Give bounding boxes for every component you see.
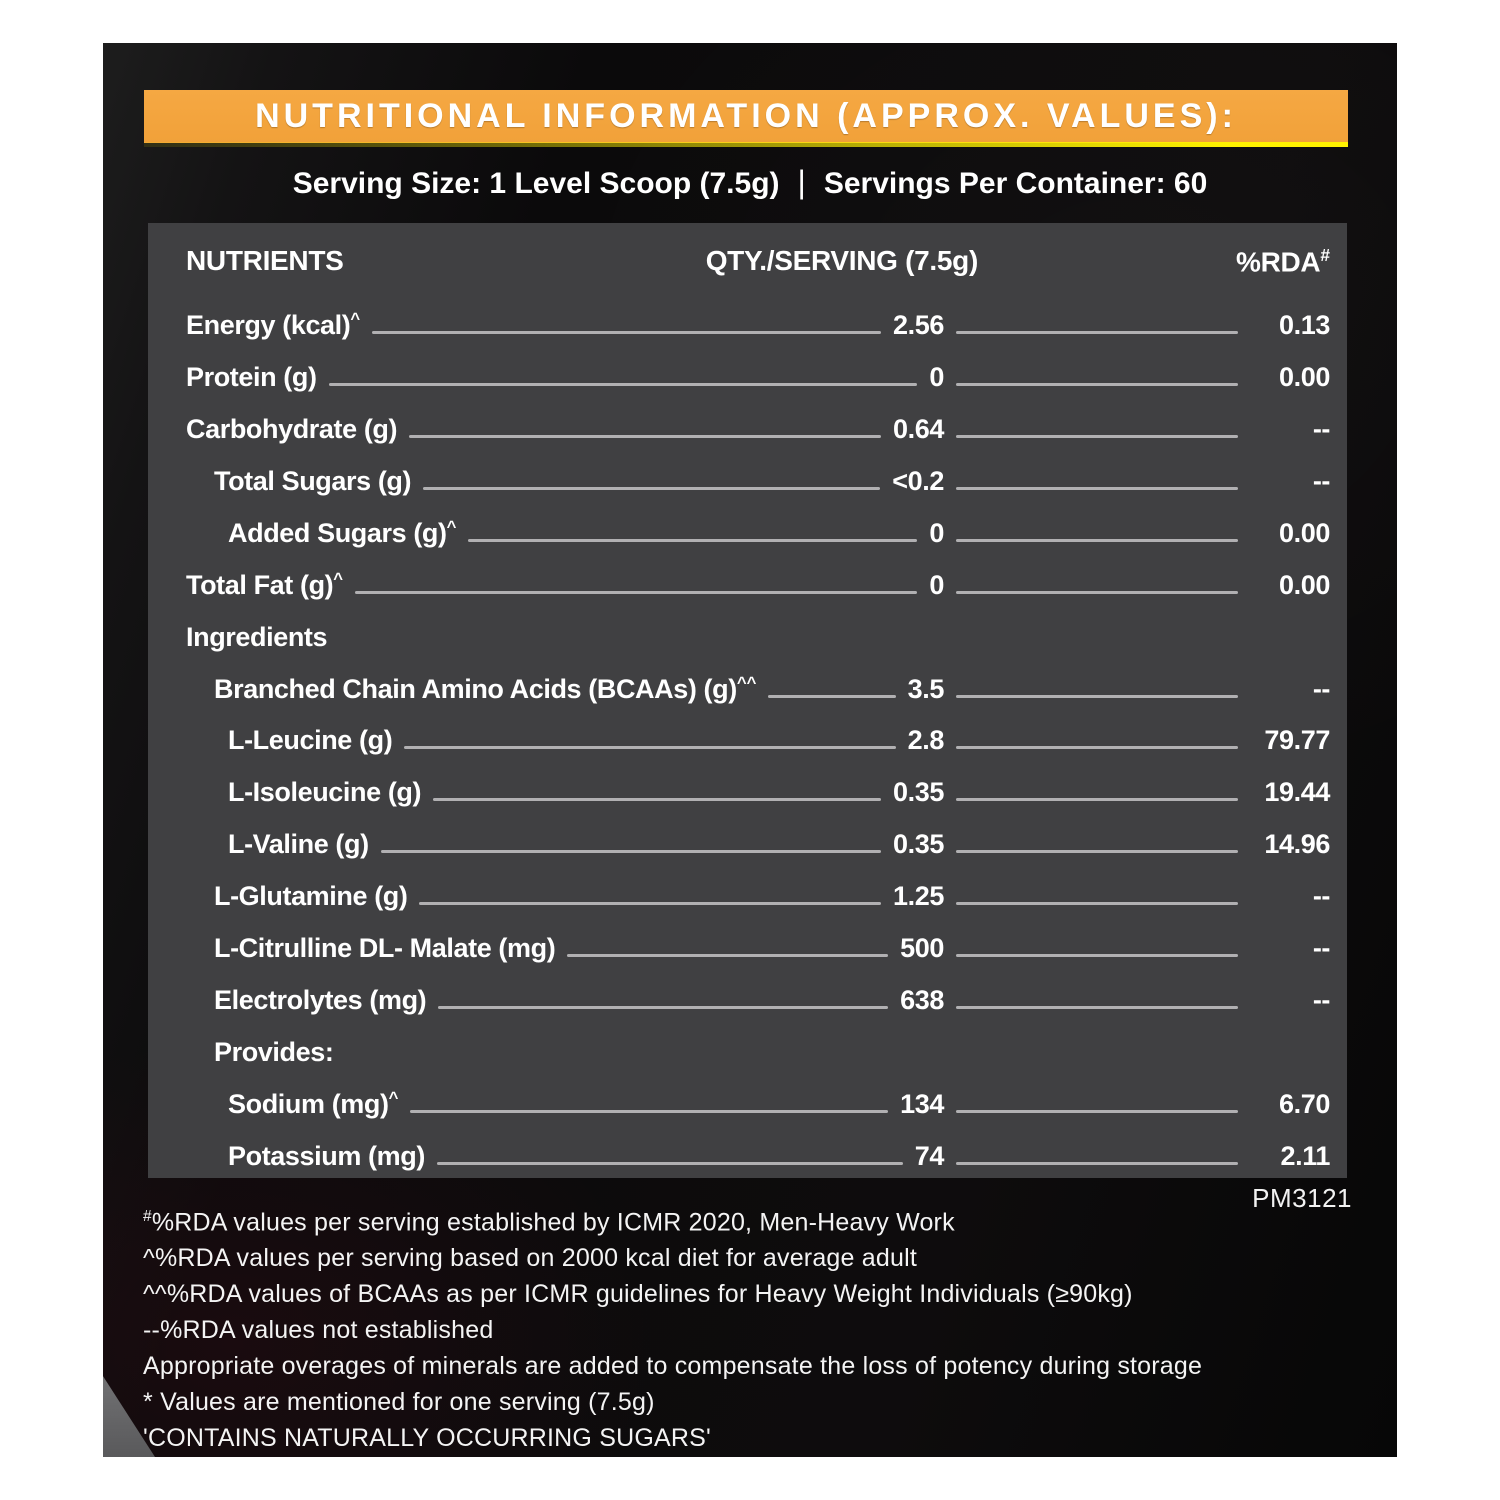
footnotes-block xyxy=(143,1199,1202,1456)
rda-value: 19.44 xyxy=(1264,777,1330,808)
nutrient-label: Protein (g) xyxy=(186,361,317,392)
leader-line xyxy=(372,331,881,334)
footnote-line xyxy=(143,1384,1202,1420)
nutrition-header-bar xyxy=(144,90,1348,143)
rda-value: 0.13 xyxy=(1279,309,1330,340)
product-code: PM3121 xyxy=(1252,1183,1352,1213)
table-row xyxy=(148,1126,1330,1178)
leader-line xyxy=(956,902,1238,905)
footnote-line xyxy=(143,1420,1202,1456)
leader-line xyxy=(329,383,918,386)
qty-value: <0.2 xyxy=(892,465,944,496)
leader-line xyxy=(956,331,1238,334)
table-row xyxy=(148,555,1330,607)
table-rows xyxy=(148,295,1330,1178)
nutrient-label: L-Glutamine (g) xyxy=(214,881,408,912)
leader-line xyxy=(468,539,917,542)
rda-value: -- xyxy=(1312,985,1330,1016)
leader-line xyxy=(956,383,1238,386)
qty-value: 3.5 xyxy=(907,673,944,704)
nutrient-label: Potassium (mg) xyxy=(228,1140,425,1171)
rda-value: -- xyxy=(1312,881,1330,912)
table-header-row xyxy=(148,243,1330,289)
leader-line xyxy=(956,1006,1238,1009)
leader-line xyxy=(410,1110,888,1113)
table-row xyxy=(148,347,1330,399)
leader-line xyxy=(956,539,1238,542)
table-row xyxy=(148,295,1330,347)
nutrient-label: Energy (kcal)^ xyxy=(186,308,361,340)
nutrition-label-panel xyxy=(103,43,1397,1457)
column-header-nutrients: NUTRIENTS xyxy=(186,245,344,276)
leader-line xyxy=(404,746,895,749)
nutrient-label: Sodium (mg)^ xyxy=(228,1088,399,1119)
footnote-text: %RDA values not established xyxy=(160,1316,494,1345)
footnote-text: %RDA values per serving established by ICMR 2020, Men-Heavy Work xyxy=(151,1208,955,1237)
leader-line xyxy=(956,1110,1238,1113)
leader-line xyxy=(956,798,1238,801)
nutrient-label: Branched Chain Amino Acids (BCAAs) (g)^^ xyxy=(214,672,757,704)
nutrition-table xyxy=(148,223,1347,1178)
label-superscript: ^ xyxy=(350,308,361,328)
rda-value: -- xyxy=(1312,413,1330,444)
leader-line xyxy=(567,954,888,957)
table-row xyxy=(148,970,1330,1022)
column-header-qty-per-serving: QTY./SERVING (7.5g) xyxy=(705,245,978,276)
nutrient-label: Ingredients xyxy=(186,621,328,652)
footnote-text: 'CONTAINS NATURALLY OCCURRING SUGARS' xyxy=(143,1424,711,1453)
footnote-line xyxy=(143,1240,1202,1276)
rda-value: -- xyxy=(1312,673,1330,704)
label-superscript: ^^ xyxy=(736,672,757,692)
leader-line xyxy=(956,487,1238,490)
table-row xyxy=(148,814,1330,866)
table-row xyxy=(148,918,1330,970)
leader-line xyxy=(409,435,881,438)
table-row xyxy=(148,451,1330,503)
leader-line xyxy=(423,487,880,490)
footnote-line xyxy=(143,1276,1202,1312)
leader-line xyxy=(438,1006,888,1009)
qty-value: 0.35 xyxy=(893,829,944,860)
qty-value: 500 xyxy=(900,933,944,964)
rda-value: 0.00 xyxy=(1279,517,1330,548)
footnote-symbol: ^ xyxy=(143,1244,155,1273)
table-row xyxy=(148,399,1330,451)
label-superscript: ^ xyxy=(446,516,457,536)
leader-line xyxy=(956,954,1238,957)
nutrition-header-title: NUTRITIONAL INFORMATION (APPROX. VALUES): xyxy=(255,97,1237,135)
serving-separator: | xyxy=(797,164,806,200)
nutrient-label: Total Fat (g)^ xyxy=(186,568,344,600)
leader-line xyxy=(956,1162,1238,1165)
leader-line xyxy=(956,591,1238,594)
rda-value: -- xyxy=(1312,465,1330,496)
qty-value: 2.56 xyxy=(893,309,944,340)
footnote-text: %RDA values per serving based on 2000 kcal diet for average adult xyxy=(154,1244,917,1273)
label-superscript: ^ xyxy=(388,1088,399,1107)
rda-value: 79.77 xyxy=(1264,725,1330,756)
table-section-row xyxy=(148,1022,1330,1074)
nutrient-label: L-Citrulline DL- Malate (mg) xyxy=(214,933,556,964)
footnote-line xyxy=(143,1312,1202,1348)
leader-line xyxy=(381,850,881,853)
footnote-text: * Values are mentioned for one serving (7.5g) xyxy=(143,1388,655,1417)
serving-size-label: Serving Size: 1 Level Scoop (7.5g) xyxy=(292,166,780,200)
footnote-line xyxy=(143,1199,1202,1240)
leader-line xyxy=(355,591,917,594)
nutrient-label: Provides: xyxy=(214,1037,334,1068)
rda-value: 6.70 xyxy=(1279,1089,1330,1119)
rda-value: -- xyxy=(1312,933,1330,964)
servings-per-container-label: Servings Per Container: 60 xyxy=(823,166,1208,200)
nutrient-label: L-Leucine (g) xyxy=(228,725,393,756)
table-section-row xyxy=(148,607,1330,659)
rda-value: 2.11 xyxy=(1280,1140,1330,1171)
column-header-rda: %RDA# xyxy=(1235,245,1330,278)
nutrient-label: Added Sugars (g)^ xyxy=(228,516,457,548)
rda-value: 14.96 xyxy=(1264,829,1330,860)
nutrient-label: L-Isoleucine (g) xyxy=(228,777,422,808)
footnote-symbol: ^^ xyxy=(143,1280,167,1309)
qty-value: 74 xyxy=(914,1140,944,1171)
footnote-text: Appropriate overages of minerals are added to compensate the loss of potency during storage xyxy=(143,1352,1203,1381)
table-row xyxy=(148,711,1330,763)
qty-value: 1.25 xyxy=(893,881,944,912)
table-row xyxy=(148,1074,1330,1126)
leader-line xyxy=(433,798,881,801)
footnote-symbol: # xyxy=(143,1208,152,1225)
table-row xyxy=(148,659,1330,711)
table-row xyxy=(148,866,1330,918)
nutrient-label: Total Sugars (g) xyxy=(214,465,412,496)
leader-line xyxy=(956,435,1238,438)
qty-value: 0 xyxy=(929,361,944,392)
table-row xyxy=(148,762,1330,814)
leader-line xyxy=(419,902,881,905)
leader-line xyxy=(956,850,1238,853)
leader-line xyxy=(956,746,1238,749)
footnote-line xyxy=(143,1348,1202,1384)
qty-value: 2.8 xyxy=(907,725,944,756)
footnote-symbol: -- xyxy=(143,1316,161,1345)
rda-value: 0.00 xyxy=(1279,569,1330,600)
nutrient-label: L-Valine (g) xyxy=(228,829,369,860)
nutrient-label: Carbohydrate (g) xyxy=(186,413,398,444)
rda-value: 0.00 xyxy=(1279,361,1330,392)
qty-value: 638 xyxy=(900,985,944,1016)
qty-value: 134 xyxy=(900,1089,944,1119)
qty-value: 0 xyxy=(929,569,944,600)
qty-value: 0 xyxy=(929,517,944,548)
table-row xyxy=(148,503,1330,555)
serving-info-line xyxy=(103,165,1397,202)
qty-value: 0.35 xyxy=(893,777,944,808)
leader-line xyxy=(956,695,1238,698)
leader-line xyxy=(437,1162,903,1165)
leader-line xyxy=(768,695,895,698)
nutrient-label: Electrolytes (mg) xyxy=(214,985,427,1016)
qty-value: 0.64 xyxy=(893,413,944,444)
footnote-text: %RDA values of BCAAs as per ICMR guidelines for Heavy Weight Individuals (≥90kg) xyxy=(166,1280,1133,1309)
label-superscript: ^ xyxy=(333,568,344,588)
